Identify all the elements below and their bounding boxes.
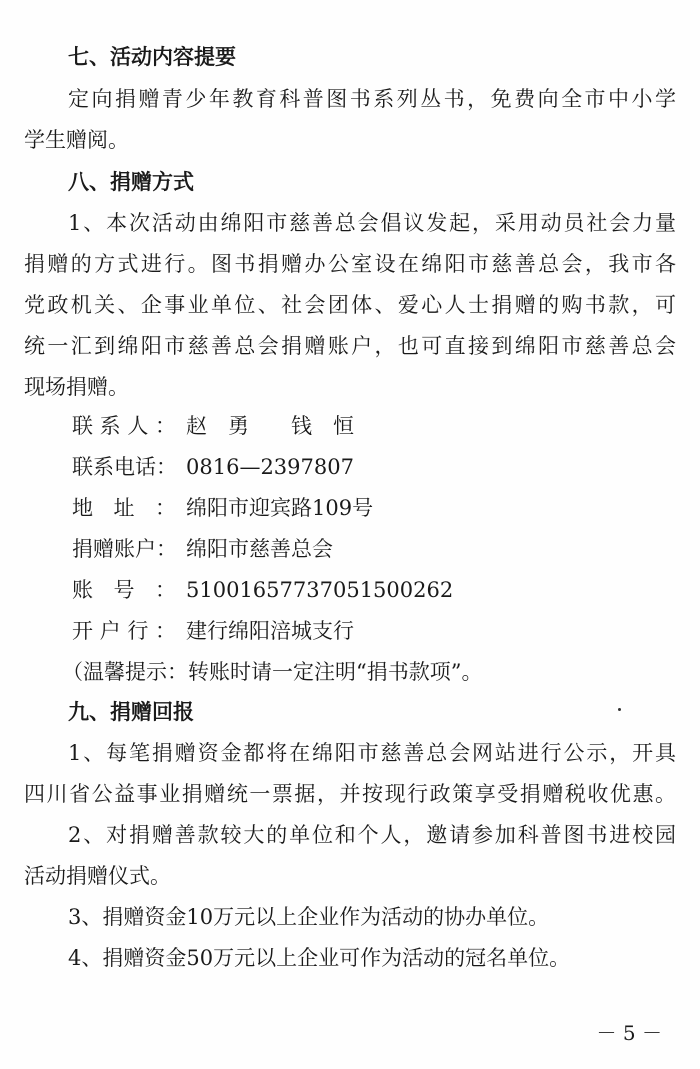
section-9-item-4: 4、捐赠资金50万元以上企业可作为活动的冠名单位。 — [68, 946, 571, 970]
section-9-item-3: 3、捐赠资金10万元以上企业作为活动的协办单位。 — [68, 905, 550, 929]
account-number-label: 账号： — [72, 578, 176, 602]
section-9-item-1-line-2: 四川省公益事业捐赠统一票据，并按现行政策享受捐赠税收优惠。 — [24, 782, 676, 806]
section-8-paragraph-line-4: 统一汇到绵阳市慈善总会捐赠账户，也可直接到绵阳市慈善总会 — [24, 334, 676, 358]
transfer-tip: （温馨提示：转账时请一定注明“捐书款项”。 — [62, 660, 483, 684]
contact-people-value: 赵 勇 钱 恒 — [186, 414, 354, 438]
scan-speck — [618, 708, 621, 711]
account-name-value: 绵阳市慈善总会 — [186, 537, 333, 561]
section-8-paragraph-line-3: 党政机关、企事业单位、社会团体、爱心人士捐赠的购书款，可 — [24, 293, 676, 317]
account-number-value: 510016577370515002​62 — [186, 578, 454, 602]
account-number-row — [72, 575, 453, 605]
contact-phone-label: 联系电话： — [72, 455, 177, 479]
section-8-paragraph-line-2: 捐赠的方式进行。图书捐赠办公室设在绵阳市慈善总会，我市各 — [24, 252, 676, 276]
contact-phone-value: 0816—2397807 — [186, 455, 354, 479]
section-9-item-2-line-1: 2、对捐赠善款较大的单位和个人，邀请参加科普图书进校园 — [68, 823, 676, 847]
contact-people-row — [72, 411, 354, 441]
contact-people-label: 联系人： — [72, 414, 176, 438]
contact-address-label: 地址： — [72, 496, 176, 520]
section-7-heading: 七、活动内容提要 — [68, 45, 236, 69]
section-8-paragraph-line-5: 现场捐赠。 — [24, 375, 129, 399]
contact-phone-row — [72, 452, 354, 482]
bank-value: 建行绵阳涪城支行 — [186, 619, 354, 643]
section-9-heading: 九、捐赠回报 — [68, 700, 194, 724]
section-9-item-1-line-1: 1、每笔捐赠资金都将在绵阳市慈善总会网站进行公示，开具 — [68, 741, 676, 765]
contact-address-value: 绵阳市迎宾路109号 — [186, 496, 374, 520]
account-name-label: 捐赠账户： — [72, 537, 177, 561]
section-8-paragraph-line-1: 1、本次活动由绵阳市慈善总会倡议发起，采用动员社会力量 — [68, 211, 676, 235]
contact-address-row — [72, 493, 373, 523]
section-7-paragraph-line-1: 定向捐赠青少年教育科普图书系列丛书，免费向全市中小学 — [68, 87, 676, 111]
section-8-heading: 八、捐赠方式 — [68, 170, 194, 194]
section-9-item-2-line-2: 活动捐赠仪式。 — [24, 864, 171, 888]
bank-label: 开户行： — [72, 619, 176, 643]
section-7-paragraph-line-2: 学生赠阅。 — [24, 128, 129, 152]
account-name-row — [72, 534, 333, 564]
bank-row — [72, 616, 354, 646]
page-number: － 5 － — [596, 1021, 662, 1045]
